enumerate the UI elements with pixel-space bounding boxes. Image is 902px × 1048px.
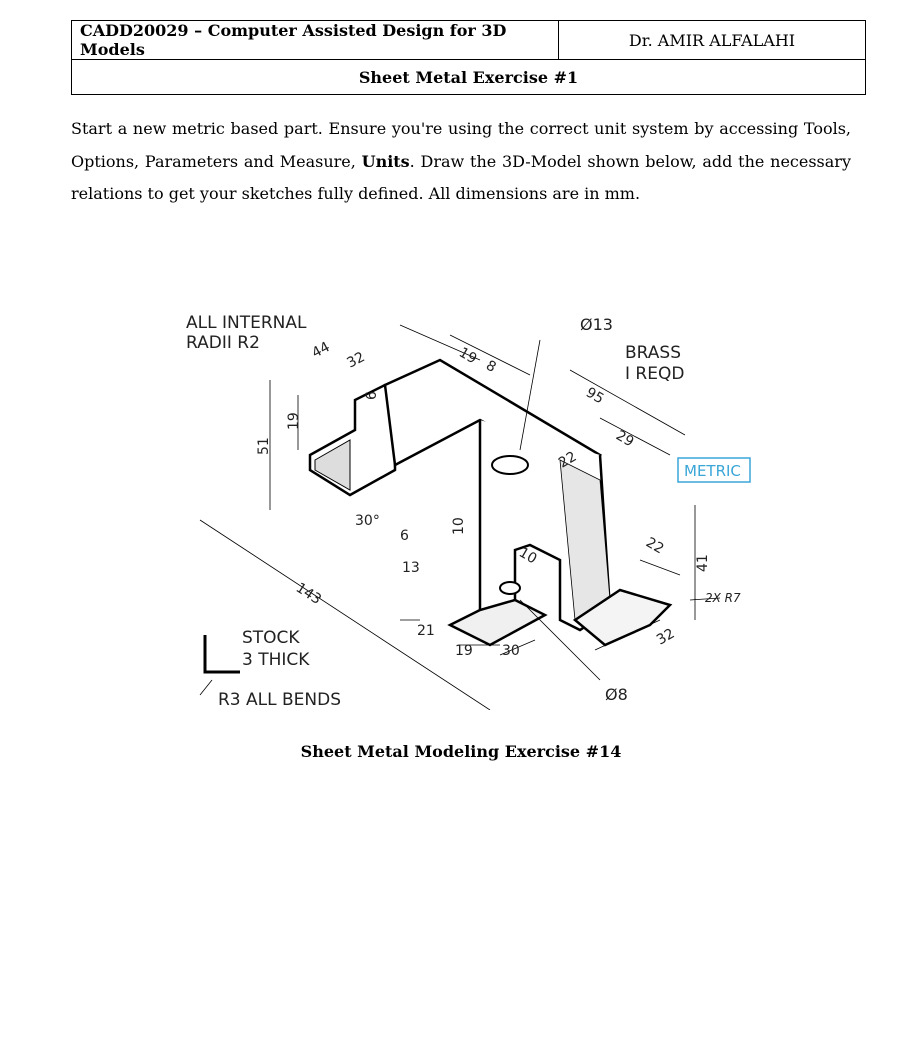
dim-22-right: 22 <box>643 534 667 558</box>
technical-drawing <box>180 300 760 710</box>
dim-21: 21 <box>417 623 435 639</box>
note-material-2: I REQD <box>625 364 685 384</box>
hole-13 <box>492 456 528 474</box>
header-table <box>71 20 866 95</box>
instructions-text-1: Start a new metric based part. Ensure you're using the correct unit system by accessing Tools, Options, Parameters and Measure, <box>71 119 851 171</box>
note-radii-2: RADII R2 <box>186 333 260 353</box>
note-bends: R3 ALL BENDS <box>218 690 342 710</box>
figure-caption: Sheet Metal Modeling Exercise #14 <box>300 742 622 761</box>
dim-6: 6 <box>400 528 409 544</box>
dim-30: 30 <box>502 643 520 659</box>
dim-6-top: 6 <box>364 391 380 400</box>
dim-13: 13 <box>402 560 420 576</box>
dim-32-top: 32 <box>344 349 368 372</box>
dim-dia8: Ø8 <box>605 685 628 704</box>
dim-19-top: 19 <box>456 344 480 368</box>
dim-143: 143 <box>292 579 324 608</box>
dim-19-bottom: 19 <box>455 643 473 659</box>
instructions-paragraph <box>71 113 851 211</box>
dim-44: 44 <box>309 339 333 362</box>
author-name: Dr. AMIR ALFALAHI <box>559 21 866 60</box>
bends-leader <box>200 680 212 695</box>
instructions-text-2: . Draw the 3D-Model shown below, add the necessary relations to get your sketches fully defined. All dimensions are in mm. <box>71 151 851 203</box>
dim-r7: 2X R7 <box>705 591 741 605</box>
stock-angle-icon <box>205 635 240 672</box>
dim-51: 51 <box>256 437 272 455</box>
bottom-flange-left <box>450 600 545 645</box>
part-outline-left <box>310 385 395 495</box>
dim-29: 29 <box>613 427 637 451</box>
note-material-1: BRASS <box>625 343 681 363</box>
metric-label: METRIC <box>684 462 741 480</box>
instructions-units-bold: Units <box>361 151 410 171</box>
hole-8 <box>500 582 520 594</box>
dim-10-vertical: 10 <box>451 517 467 535</box>
note-radii-1: ALL INTERNAL <box>186 313 307 333</box>
note-stock-1: STOCK <box>242 628 300 648</box>
sheet-title: Sheet Metal Exercise #1 <box>72 60 866 95</box>
dim-19-left: 19 <box>286 412 302 430</box>
dim-95: 95 <box>583 384 607 408</box>
dim-8: 8 <box>483 357 499 376</box>
dim-41: 41 <box>695 554 711 572</box>
dim-32-bottom: 32 <box>654 625 678 649</box>
dim-10: 10 <box>516 544 540 568</box>
dim-22-top: 22 <box>556 448 580 472</box>
dim-30deg: 30° <box>355 513 380 529</box>
dim-dia13: Ø13 <box>580 315 613 334</box>
course-title: CADD20029 – Computer Assisted Design for 3D Models <box>72 21 559 60</box>
note-stock-2: 3 THICK <box>242 650 310 670</box>
